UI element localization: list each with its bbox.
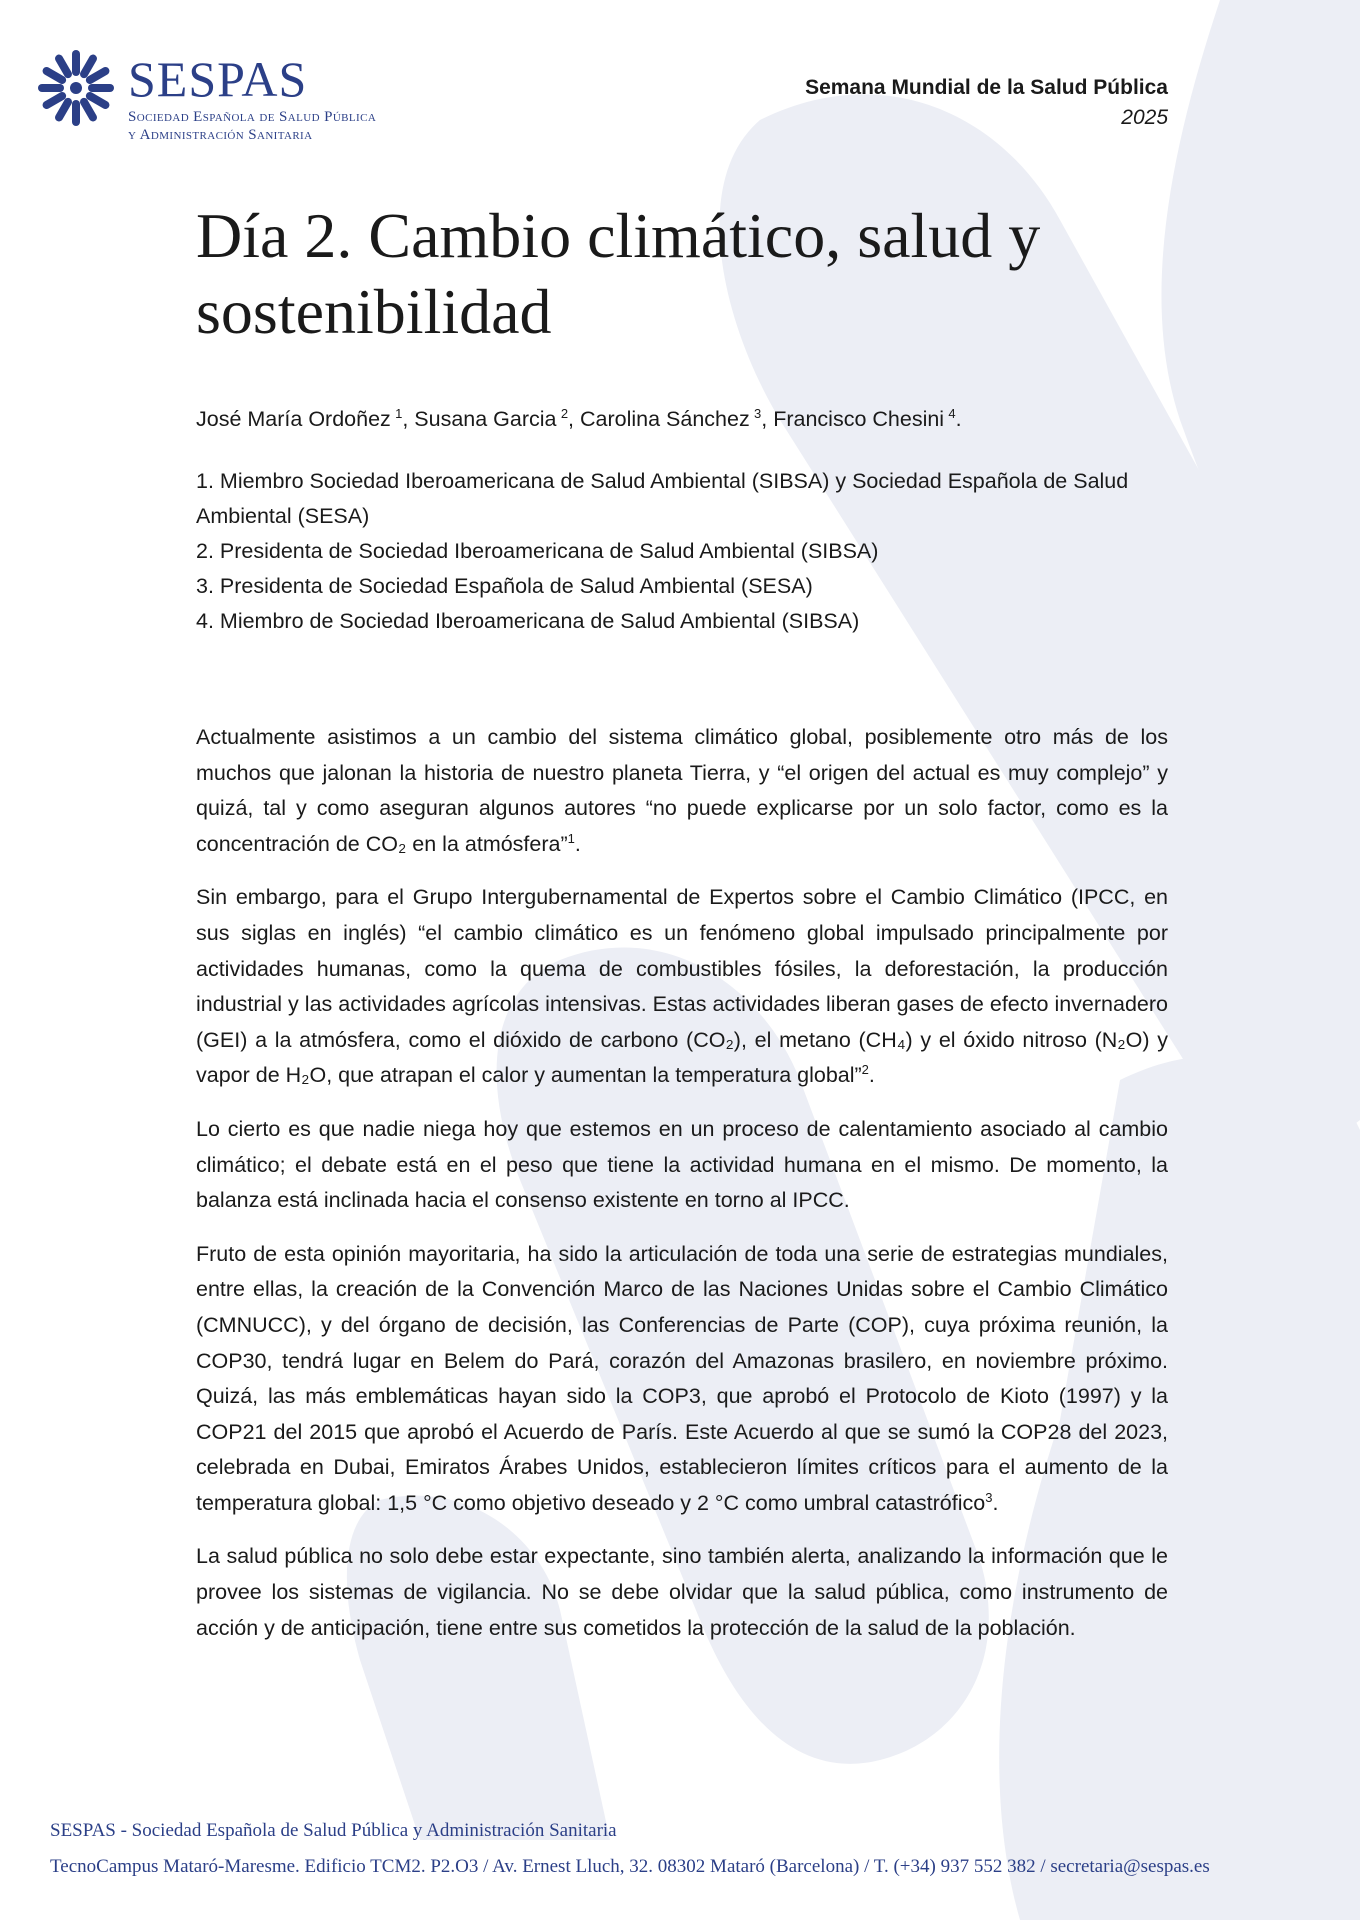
- author-list: [196, 406, 1176, 432]
- affiliation-item: 3. Presidenta de Sociedad Española de Salud Ambiental (SESA): [196, 574, 813, 598]
- article-body: [196, 720, 1168, 1664]
- author-affiliation-number: 4: [948, 406, 956, 421]
- paragraph-text: La salud pública no solo debe estar expectante, sino también alerta, analizando la información que le provee los sistemas de vigilancia. No se debe olvidar que la salud pública, como instrumento de acción y de anticipación, tiene entre sus cometidos la protección de la salud de la población.: [196, 1544, 1168, 1640]
- reference-number: 1: [567, 830, 575, 846]
- reference-number: 2: [861, 1062, 869, 1078]
- affiliation-item: 1. Miembro Sociedad Iberoamericana de Salud Ambiental (SIBSA) y Sociedad Española de Salud Ambiental (SESA): [196, 469, 1129, 528]
- sespas-logo-icon: [36, 48, 116, 128]
- document-title: [196, 198, 1116, 350]
- logo-subtitle-line1: Sociedad Española de Salud Pública: [128, 109, 377, 125]
- body-paragraph-1: [196, 720, 1168, 862]
- sespas-logo: [36, 48, 476, 148]
- logo-name: SESPAS: [128, 51, 308, 107]
- footer-contact: TecnoCampus Mataró-Maresme. Edificio TCM2. P2.O3 / Av. Ernest Lluch, 32. 08302 Mataró (Barcelona) / T. (+34) 937 552 382 / secretaria@sespas.es: [50, 1856, 1210, 1877]
- paragraph-text: Fruto de esta opinión mayoritaria, ha sido la articulación de toda una serie de estrategias mundiales, entre ellas, la creación de la Convención Marco de las Naciones Unidas sobre el Cambio Climático (CMNUCC), y del órgano de decisión, las Conferencias de Parte (COP), cuya próxima reunión, la COP30, tendrá lugar en Belem do Pará, corazón del Amazonas brasilero, en noviembre próximo. Quizá, las más emblemáticas hayan sido la COP3, que aprobó el Protocolo de Kioto (1997) y la COP21 del 2015 que aprobó el Acuerdo de París. Este Acuerdo al que se sumó la COP28 del 2023, celebrada en Dubai, Emiratos Árabes Unidos, establecieron límites críticos para el aumento de la temperatura global: 1,5 °C como objetivo deseado y 2 °C como umbral catastrófico: [196, 1241, 1168, 1515]
- footer-organization: SESPAS - Sociedad Española de Salud Pública y Administración Sanitaria: [50, 1820, 617, 1841]
- author-affiliation-number: 3: [754, 406, 762, 421]
- author-name: José María Ordoñez: [196, 407, 391, 432]
- paragraph-end: .: [868, 1063, 875, 1088]
- event-header: [805, 76, 1168, 130]
- body-paragraph-4: [196, 1237, 1168, 1522]
- affiliation-item: 4. Miembro de Sociedad Iberoamericana de Salud Ambiental (SIBSA): [196, 609, 860, 633]
- body-paragraph-2: [196, 880, 1168, 1094]
- author-name: Francisco Chesini: [773, 407, 945, 432]
- event-title: Semana Mundial de la Salud Pública: [805, 76, 1168, 99]
- paragraph-text: Lo cierto es que nadie niega hoy que estemos en un proceso de calentamiento asociado al cambio climático; el debate está en el peso que tiene la actividad humana en el mismo. De momento, la balanza está inclinada hacia el consenso existente en torno al IPCC.: [196, 1116, 1168, 1213]
- body-paragraph-3: [196, 1112, 1168, 1219]
- author-affiliation-number: 2: [560, 406, 569, 421]
- page-footer: [50, 1820, 1210, 1878]
- paragraph-end: .: [992, 1490, 999, 1515]
- event-year: 2025: [1121, 106, 1168, 129]
- affiliation-item: 2. Presidenta de Sociedad Iberoamericana de Salud Ambiental (SIBSA): [196, 539, 879, 563]
- paragraph-text: Sin embargo, para el Grupo Intergubernamental de Expertos sobre el Cambio Climático (IPCC, en sus siglas en inglés) “el cambio climático es un fenómeno global impulsado principalmente por actividades humanas, como la quema de combustibles fósiles, la deforestación, la producción industrial y las actividades agrícolas intensivas. Estas actividades liberan gases de efecto invernadero (GEI) a la atmósfera, como el dióxido de carbono (CO₂), el metano (CH₄) y el óxido nitroso (N₂O) y vapor de H₂O, que atrapan el calor y aumentan la temperatura global”: [196, 885, 1168, 1088]
- reference-number: 3: [985, 1489, 993, 1505]
- author-separator: ,: [568, 407, 580, 432]
- author-name: Susana Garcia: [414, 407, 557, 432]
- author-separator: .: [955, 407, 962, 432]
- author-separator: ,: [402, 407, 415, 432]
- paragraph-end: .: [574, 831, 581, 856]
- author-name: Carolina Sánchez: [580, 407, 750, 432]
- logo-subtitle-line2: y Administración Sanitaria: [128, 127, 313, 143]
- title-line2: sostenibilidad: [196, 276, 552, 347]
- paragraph-text: Actualmente asistimos a un cambio del sistema climático global, posiblemente otro más de los muchos que jalonan la historia de nuestro planeta Tierra, y “el origen del actual es muy complejo” y quizá, tal y como aseguran algunos autores “no puede explicarse por un solo factor, como es la concentración de CO₂ en la atmósfera”: [196, 725, 1168, 856]
- author-affiliation-number: 1: [395, 406, 403, 421]
- affiliation-list: [196, 464, 1176, 639]
- title-line1: Día 2. Cambio climático, salud y: [196, 200, 1041, 271]
- body-paragraph-5: [196, 1539, 1168, 1646]
- author-separator: ,: [761, 407, 774, 432]
